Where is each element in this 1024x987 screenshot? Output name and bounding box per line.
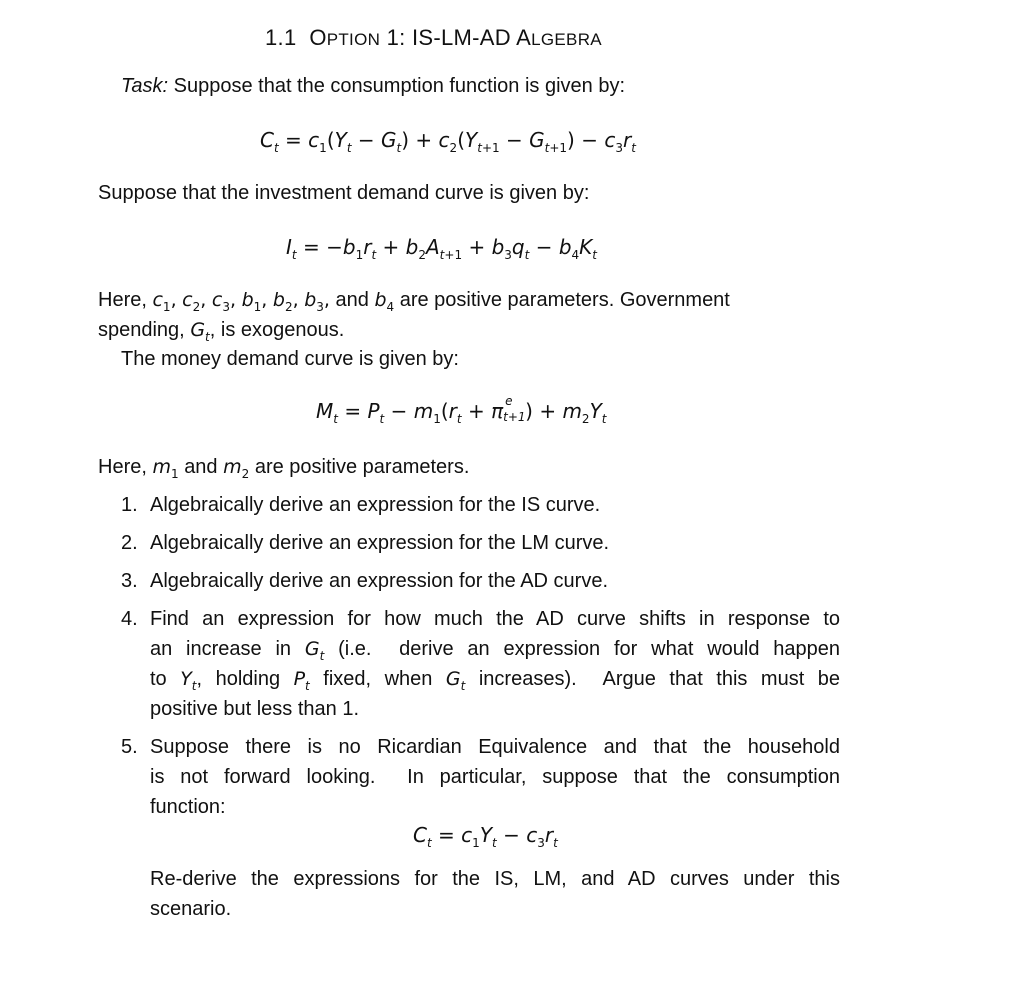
param-c: c xyxy=(211,289,223,311)
params-line-2 xyxy=(98,315,344,345)
list-text: Algebraically derive an expression for the LM curve. xyxy=(150,532,610,554)
param-sub: 1 xyxy=(253,300,262,314)
equation-money: $M_t = P_t - m_1(r_t + \pi$ e t+1 ) + $m_2Y_t$ xyxy=(316,394,607,426)
list-number: 2. xyxy=(121,532,138,554)
list-number: 1. xyxy=(121,494,138,516)
equation-consumption: $C_t = c_1(Y_t - G_t) + c_2(Y_{t+1} - G_{t+1}) - c_3r_t$ xyxy=(260,128,636,155)
param-sub: 1 xyxy=(162,300,171,314)
title-letter: O xyxy=(309,25,327,50)
equation-investment: $I_t = -b_1r_t + b_2A_{t+1} + b_3q_t - b_4K_t$ xyxy=(286,235,598,262)
param-sub: 2 xyxy=(241,467,250,481)
list-number: 4. xyxy=(121,608,138,630)
param-b: b xyxy=(241,289,254,311)
param-sub: 4 xyxy=(386,300,395,314)
and-word: and xyxy=(184,456,218,478)
param-c: c xyxy=(152,289,163,311)
list-text: Algebraically derive an expression for the IS curve. xyxy=(150,494,601,516)
list-item xyxy=(121,528,609,558)
money-intro: The money demand curve is given by: xyxy=(121,348,459,370)
list-text-4: Find an expression for how much the AD curve shifts in response to an increase in $G_t$ (i.e. derive an expression for what would happen to $Y_t$, holding $P_t$ fixed, when $G_t$ increases). Argue that this must be positive but less than 1. xyxy=(150,608,840,720)
here-word: Here, xyxy=(98,456,147,478)
exogenous-text: , is exogenous. xyxy=(209,319,345,341)
m-params-tail: are positive parameters. xyxy=(254,456,470,478)
investment-intro: Suppose that the investment demand curve is given by: xyxy=(98,182,590,204)
param-g: G xyxy=(190,319,206,341)
task-text: Suppose that the consumption function is given by: xyxy=(173,75,626,97)
param-m: m xyxy=(223,456,242,478)
task-label: Task: xyxy=(121,75,169,97)
final-text: Re-derive the expressions for the IS, LM, and AD curves under this scenario. xyxy=(150,868,840,920)
section-title xyxy=(265,25,602,51)
param-sub: 1 xyxy=(170,467,179,481)
param-sub: 3 xyxy=(316,300,324,314)
list-item xyxy=(121,490,600,520)
title-smallcaps-2: LGEBRA xyxy=(531,30,602,49)
here-word: Here, xyxy=(98,289,147,311)
list-text: Algebraically derive an expression for the AD curve. xyxy=(150,570,609,592)
param-sub: t xyxy=(205,330,210,344)
title-smallcaps: PTION xyxy=(326,30,381,49)
param-b: b xyxy=(272,289,285,311)
title-mid: IS-LM-AD xyxy=(411,25,511,50)
title-num: 1: xyxy=(386,25,406,50)
param-sub: 2 xyxy=(284,300,293,314)
list-number: 3. xyxy=(121,570,138,592)
list-item xyxy=(121,732,150,762)
param-b: b xyxy=(374,289,387,311)
equation-consumption-2: $C_t = c_1Y_t - c_3r_t$ xyxy=(413,823,558,850)
task-line xyxy=(121,71,625,101)
spending-word: spending, xyxy=(98,319,185,341)
title-letter-2: A xyxy=(516,25,532,50)
m-params-line xyxy=(98,452,469,482)
list-item xyxy=(121,604,150,634)
param-sub: 2 xyxy=(192,300,201,314)
params-line-1: Here, $c_1$, $c_2$, $c_3$, $b_1$, $b_2$, $b_3$, and $b_4$ are positive parameters. Government xyxy=(98,289,730,314)
param-b: b xyxy=(304,289,317,311)
param-m: m xyxy=(152,456,171,478)
params-tail: are positive parameters. Government xyxy=(399,289,730,311)
param-sub: 3 xyxy=(222,300,230,314)
param-c: c xyxy=(182,289,193,311)
and-word: and xyxy=(335,289,369,311)
section-number: 1.1 xyxy=(265,25,297,50)
list-number: 5. xyxy=(121,736,138,758)
list-text-5: Suppose there is no Ricardian Equivalence and that the household is not forward looking. In particular, suppose that the consumption function: xyxy=(150,736,840,818)
list-item xyxy=(121,566,608,596)
